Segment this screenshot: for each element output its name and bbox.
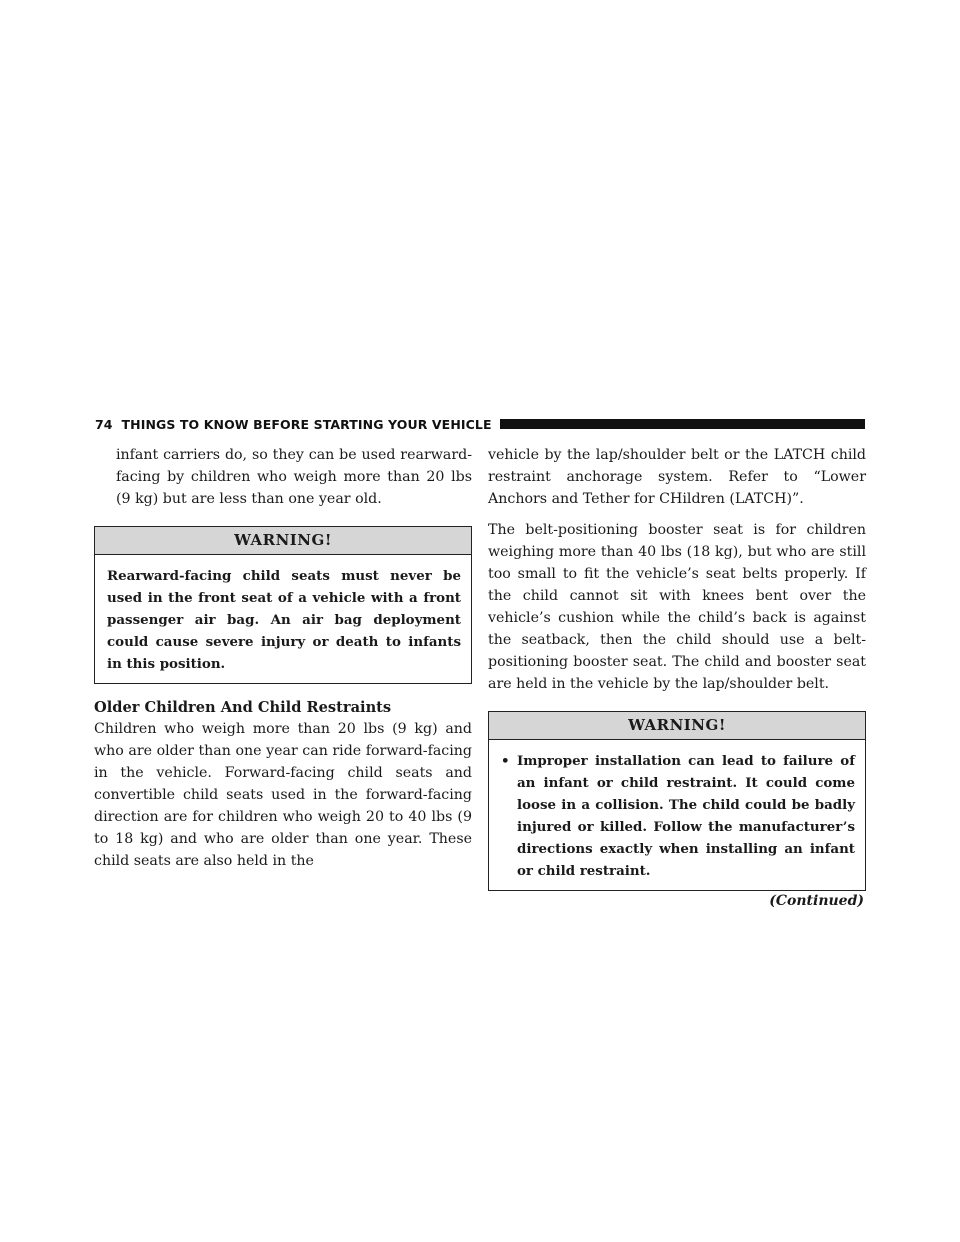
warning-list <box>489 740 865 890</box>
page-number: 74 <box>95 416 113 432</box>
older-children-paragraph: Children who weigh more than 20 lbs (9 kg) and who are older than one year can ride forward-facing in the vehicle. Forward-facing child seats and convertible child seats used in the forward-facing direction are for children who weigh 20 to 40 lbs (9 to 18 kg) and who are older than one year. These child seats are also held in the <box>94 721 472 869</box>
continued-label: (Continued) <box>769 893 864 909</box>
left-column <box>94 444 472 872</box>
warning-title: WARNING! <box>489 712 865 740</box>
warning-text: Rearward-facing child seats must never be used in the front seat of a vehicle with a front passenger air bag. An air bag deployment could cause severe injury or death to infants in this position. <box>107 568 461 672</box>
intro-paragraph: infant carriers do, so they can be used rearward-facing by children who weigh more than 20 lbs (9 kg) but are less than one year old. <box>116 447 472 507</box>
bullet-text: Improper installation can lead to failure of an infant or child restraint. It could come loose in a collision. The child could be badly injured or killed. Follow the manufacturer’s directions exactly when installing an infant or child restraint. <box>517 753 855 879</box>
section-heading: Older Children And Child Restraints <box>94 699 392 716</box>
section-title: THINGS TO KNOW BEFORE STARTING YOUR VEHICLE <box>121 416 492 432</box>
warning-title: WARNING! <box>95 527 471 555</box>
header-text <box>95 417 500 432</box>
list-item <box>501 750 855 882</box>
warning-box-rearward <box>94 526 472 684</box>
page-header <box>95 416 865 432</box>
warning-box-installation <box>488 711 866 891</box>
right-column <box>488 444 866 911</box>
header-rule <box>500 419 865 429</box>
bullet-icon: • <box>501 753 510 769</box>
booster-seat-paragraph: The belt-positioning booster seat is for children weighing more than 40 lbs (18 kg), but who are still too small to fit the vehicle’s seat belts properly. If the child cannot sit with knees bent over the vehicle’s cushion while the child’s back is against the seatback, then the child should use a belt-positioning booster seat. The child and booster seat are held in the vehicle by the lap/shoulder belt. <box>488 522 866 692</box>
latch-paragraph: vehicle by the lap/shoulder belt or the LATCH child restraint anchorage system. Refer to “Lower Anchors and Tether for CHildren (LATCH)”. <box>488 447 866 507</box>
